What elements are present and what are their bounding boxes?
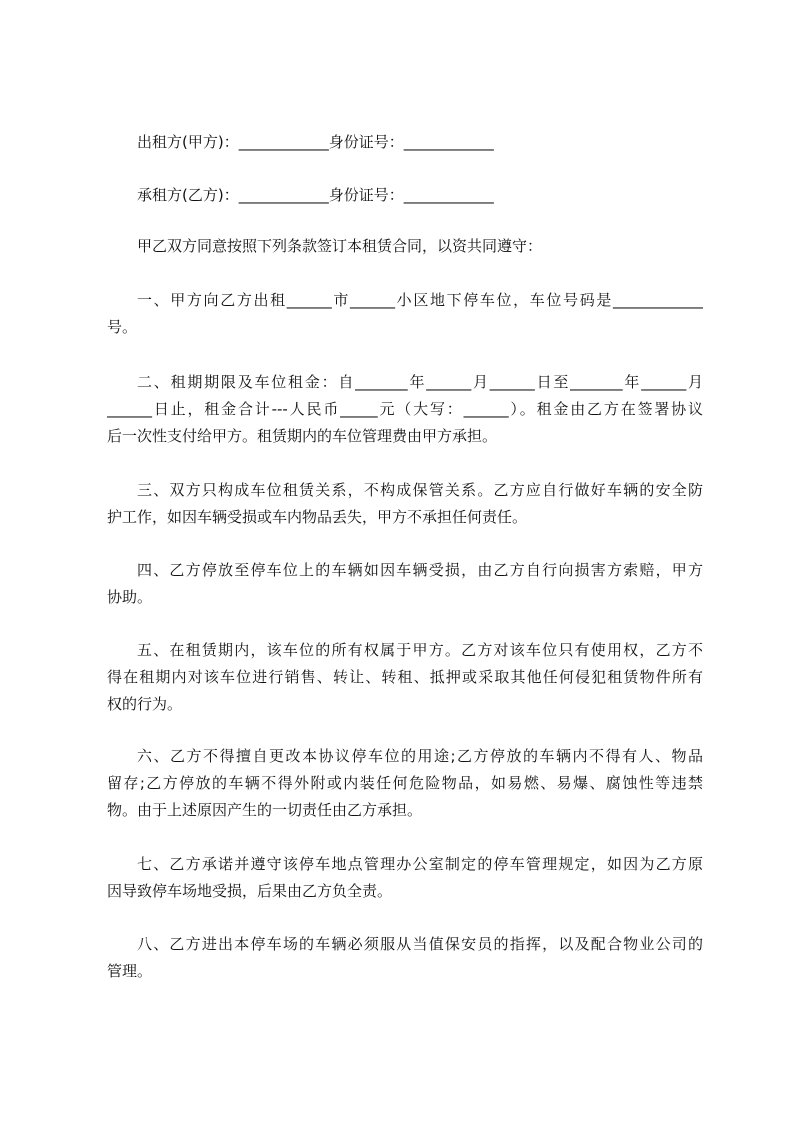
clause-3-line-1: 三、双方只构成车位租赁关系，不构成保管关系。乙方应自行做好车辆的安全防: [137, 481, 703, 499]
clause-8-line-1: 八、乙方进出本停车场的车辆必须服从当值保安员的指挥，以及配合物业公司的: [137, 935, 703, 953]
clause-1-line-2: 号。: [107, 318, 138, 336]
clause-2-line-3: 后一次性支付给甲方。租赁期内的车位管理费由甲方承担。: [107, 427, 498, 445]
clause-3-line-2: 护工作，如因车辆受损或车内物品丢失，甲方不承担任何责任。: [107, 508, 528, 526]
clause-7-line-2: 因导致停车场地受损，后果由乙方负全责。: [107, 882, 393, 900]
clause-6-line-2: 留存;乙方停放的车辆不得外附或内装任何危险物品，如易燃、易爆、腐蚀性等违禁: [107, 774, 703, 792]
party-b-line: 承租方(乙方)：____________身份证号：____________: [137, 186, 494, 204]
clause-2-line-1: 二、租期期限及车位租金：自_______年______月______日至_______年______月: [137, 373, 703, 391]
clause-6-line-1: 六、乙方不得擅自更改本协议停车位的用途;乙方停放的车辆内不得有人、物品: [137, 747, 703, 765]
clause-7-line-1: 七、乙方承诺并遵守该停车地点管理办公室制定的停车管理规定，如因为乙方原: [137, 855, 703, 873]
clause-5-line-2: 得在租期内对该车位进行销售、转让、转租、抵押或采取其他任何侵犯租赁物件所有: [107, 668, 703, 686]
clause-5-line-3: 权的行为。: [107, 695, 183, 713]
clause-1-line-1: 一、甲方向乙方出租______市______小区地下停车位，车位号码是____________: [137, 291, 703, 309]
clause-5-line-1: 五、在租赁期内，该车位的所有权属于甲方。乙方对该车位只有使用权，乙方不: [137, 641, 703, 659]
clause-4-line-2: 协助。: [107, 588, 153, 606]
intro-paragraph: 甲乙双方同意按照下列条款签订本租赁合同，以资共同遵守：: [137, 237, 543, 255]
clause-4-line-1: 四、乙方停放至停车位上的车辆如因车辆受损，由乙方自行向损害方索赔，甲方: [137, 561, 703, 579]
clause-8-line-2: 管理。: [107, 962, 153, 980]
clause-2-line-2: ______日止，租金合计---人民币_____元（大写：______）。租金由乙方在签署协议: [107, 400, 703, 418]
clause-6-line-3: 物。由于上述原因产生的一切责任由乙方承担。: [107, 801, 423, 819]
party-a-line: 出租方(甲方)：____________身份证号：____________: [137, 133, 494, 151]
